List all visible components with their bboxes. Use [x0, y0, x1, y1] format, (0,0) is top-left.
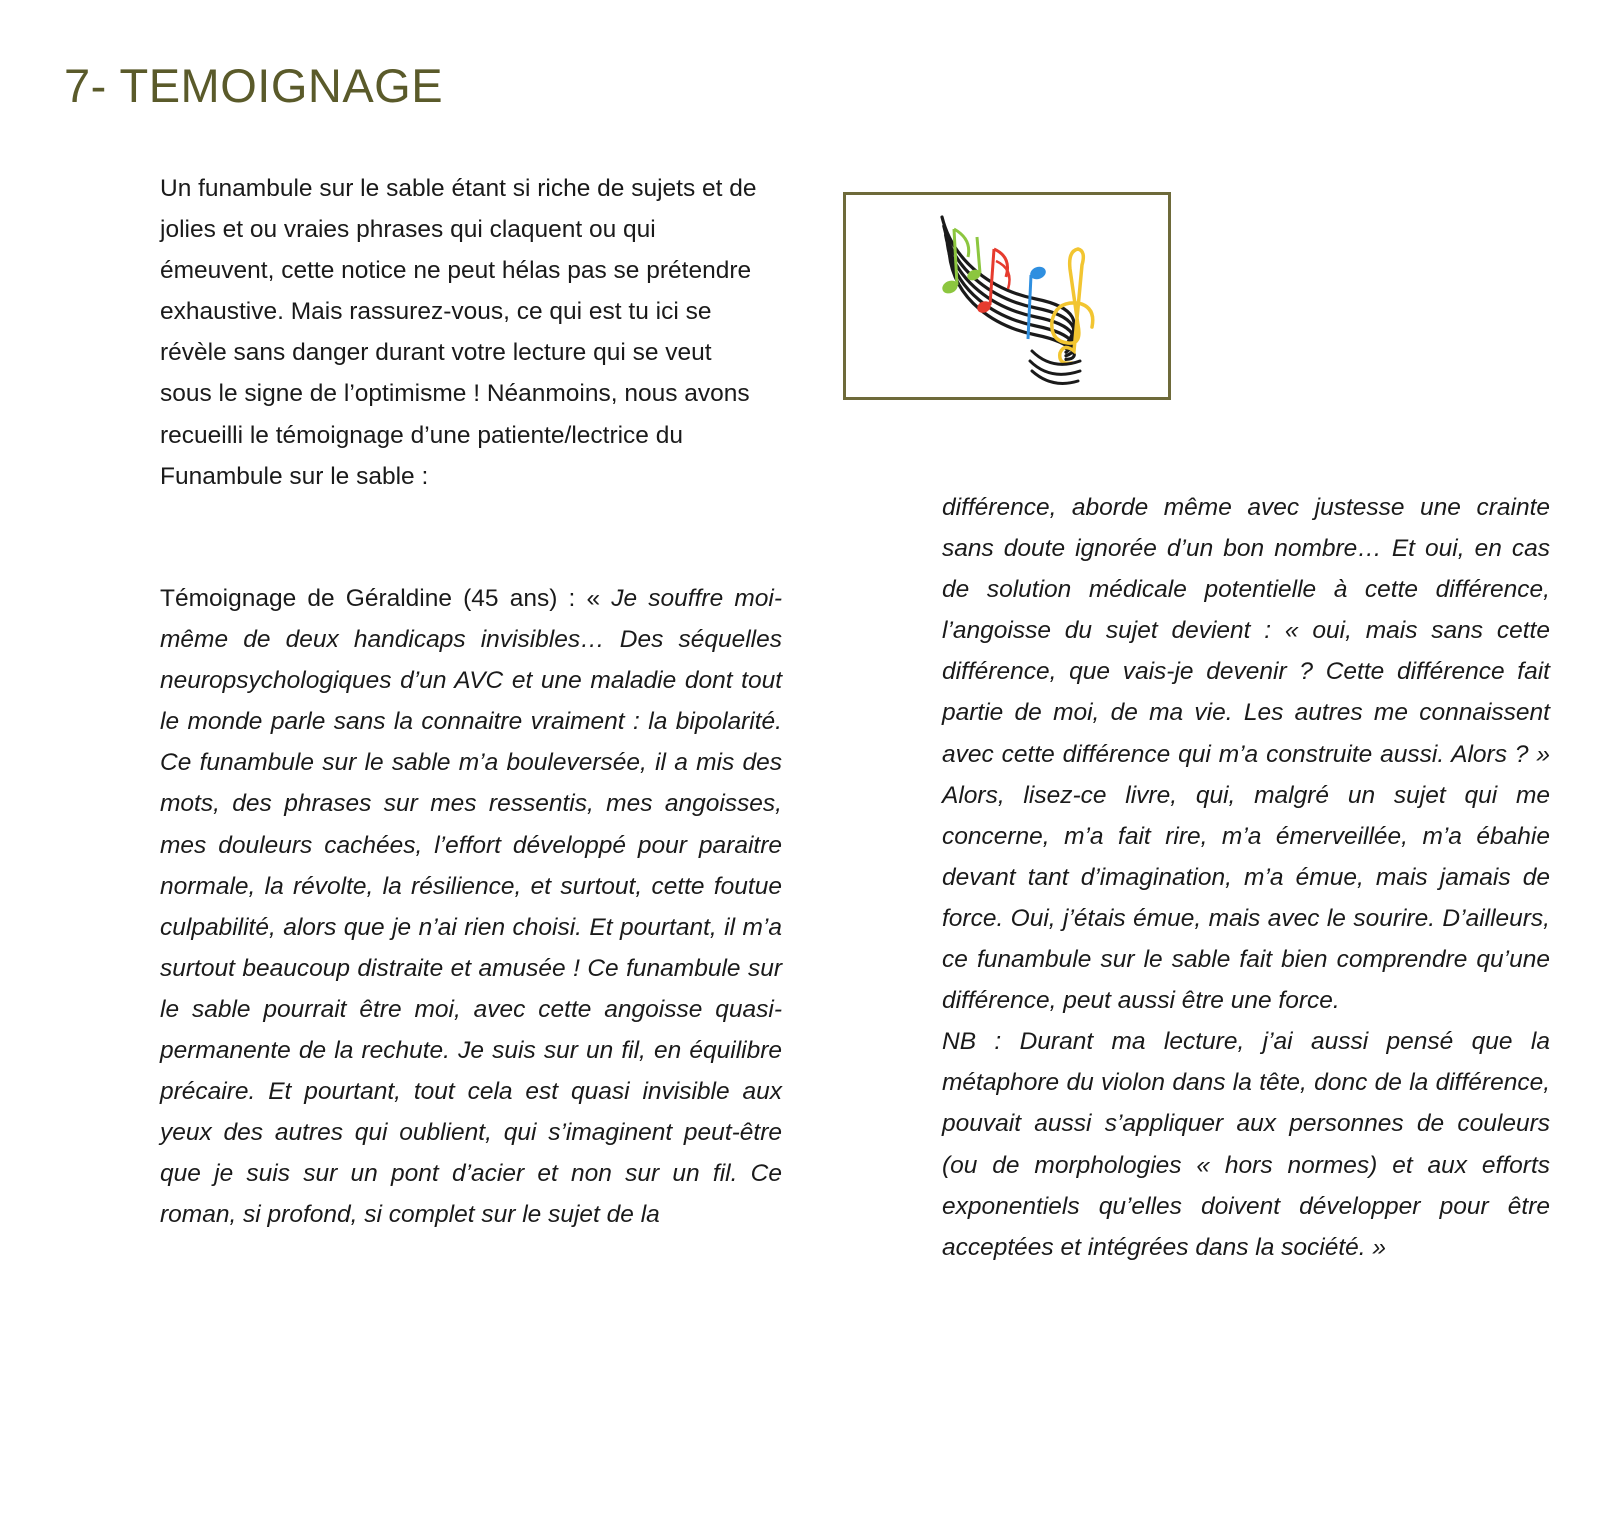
music-illustration-frame [843, 192, 1171, 400]
testimony-paragraph [160, 578, 782, 1236]
testimony-quote-right: différence, aborde même avec justesse une crainte sans doute ignorée d’un bon nombre… Et oui, en cas de solution médicale potentielle à cette différence, l’angoisse du sujet devient : « oui, mais sans cette différence, que vais-je devenir ? Cette différence fait partie de moi, de ma vie. Les autres me connaissent avec cette différence qui m’a construite aussi. Alors ? » Alors, lisez-ce livre, qui, malgré un sujet qui me concerne, m’a fait rire, m’a émerveillée, m’a ébahie devant tant d’imagination, m’a émue, mais jamais de force. Oui, j’étais émue, mais avec le sourire. D’ailleurs, ce funambule sur le sable fait bien comprendre qu’une différence, peut aussi être une force. [942, 494, 1550, 1015]
testimony-nb: NB : Durant ma lecture, j’ai aussi pensé que la métaphore du violon dans la tête, donc de la différence, pouvait aussi s’appliquer aux personnes de couleurs (ou de morphologies « hors normes) et aux efforts exponentiels qu’elles doivent développer pour être acceptées et intégrées dans la société. » [942, 1028, 1550, 1261]
intro-text: Un funambule sur le sable étant si riche de sujets et de jolies et ou vraies phrases qui claquent ou qui émeuvent, cette notice ne peut hélas pas se prétendre exhaustive. Mais rassurez-vous, ce qui est tu ici se révèle sans danger durant votre lecture qui se veut sous le signe de l’optimisme ! Néanmoins, nous avons recueilli le témoignage d’une patiente/lectrice du Funambule sur le sable : [160, 175, 757, 490]
music-notes-icon [846, 195, 1168, 397]
testimony-right-column [942, 487, 1550, 1268]
testimony-quote-left: Je souffre moi-même de deux handicaps invisibles… Des séquelles neuropsychologiques d’un AVC et une maladie dont tout le monde parle sans la connaitre vraiment : la bipolarité. Ce funambule sur le sable m’a bouleversée, il a mis des mots, des phrases sur mes ressentis, mes angoisses, mes douleurs cachées, l’effort développé pour paraitre normale, la révolte, la résilience, et surtout, cette foutue culpabilité, alors que je n’ai rien choisi. Et pourtant, il m’a surtout beaucoup distraite et amusée ! Ce funambule sur le sable pourrait être moi, avec cette angoisse quasi-permanente de la rechute. Je suis sur un fil, en équilibre précaire. Et pourtant, tout cela est quasi invisible aux yeux des autres qui oublient, qui s’imaginent peut-être que je suis sur un pont d’acier et non sur un fil. Ce roman, si profond, si complet sur le sujet de la [160, 585, 782, 1229]
page-title: 7- TEMOIGNAGE [64, 59, 444, 112]
intro-paragraph [160, 168, 770, 497]
testimony-lead: Témoignage de Géraldine (45 ans) : « [160, 585, 612, 612]
testimony-left-column [160, 578, 782, 1236]
